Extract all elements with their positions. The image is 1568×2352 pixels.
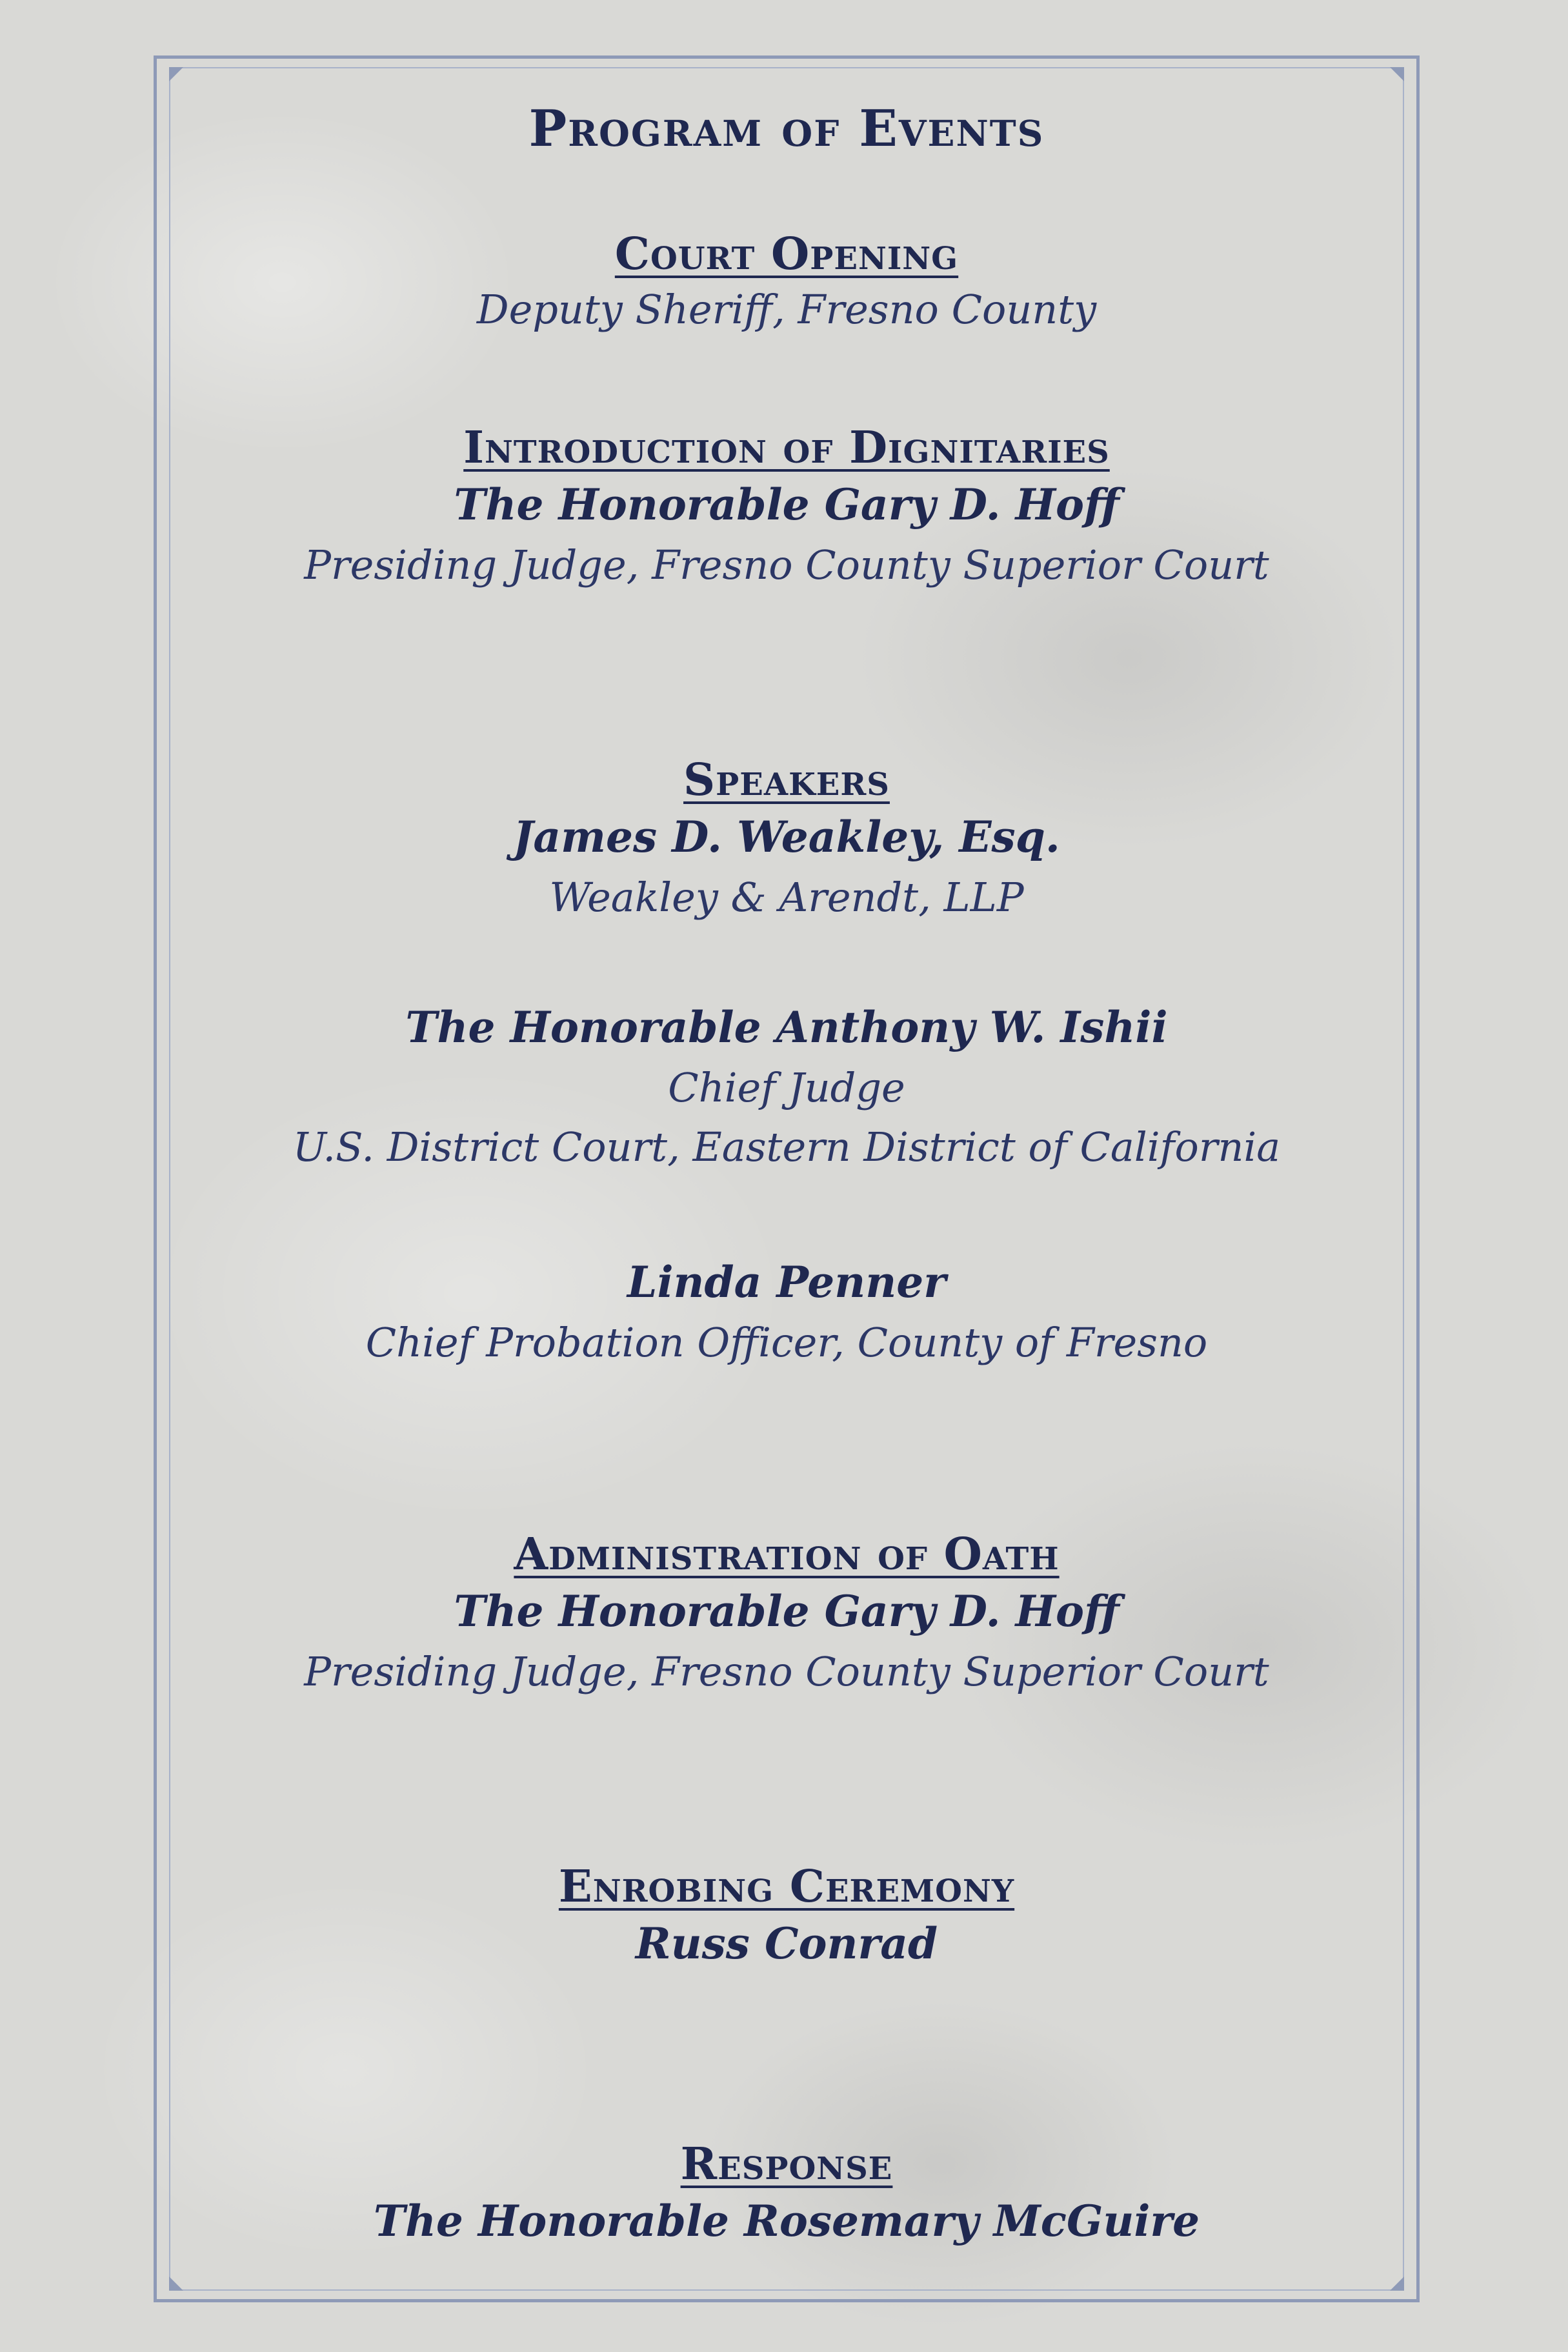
person-name: The Honorable Gary D. Hoff bbox=[454, 1586, 1120, 1636]
speaker-penner bbox=[169, 1251, 1404, 1372]
section-heading: Response bbox=[680, 2138, 893, 2190]
person-name: The Honorable Gary D. Hoff bbox=[454, 479, 1120, 530]
section-oath bbox=[169, 1529, 1404, 1702]
speaker-role: Chief Judge bbox=[668, 1064, 905, 1111]
section-heading: Court Opening bbox=[614, 228, 959, 280]
page-title: Program of Events bbox=[528, 99, 1045, 158]
section-heading: Introduction of Dignitaries bbox=[463, 422, 1110, 474]
role-text: Presiding Judge, Fresno County Superior Court bbox=[304, 541, 1269, 588]
section-heading: Speakers bbox=[683, 754, 890, 806]
speaker-name: Linda Penner bbox=[627, 1257, 946, 1307]
speaker-name: The Honorable Anthony W. Ishii bbox=[405, 1002, 1168, 1052]
section-introduction bbox=[169, 422, 1404, 595]
section-response bbox=[169, 2138, 1404, 2252]
section-heading: Administration of Oath bbox=[514, 1529, 1060, 1580]
person-name: The Honorable Rosemary McGuire bbox=[373, 2196, 1200, 2246]
speaker-role-court: U.S. District Court, Eastern District of California bbox=[292, 1123, 1281, 1171]
speaker-role: Chief Probation Officer, County of Fresno bbox=[365, 1319, 1208, 1366]
section-speakers bbox=[169, 754, 1404, 927]
speaker-name: James D. Weakley, Esq. bbox=[513, 812, 1060, 862]
section-enrobing bbox=[169, 1861, 1404, 1975]
speaker-ishii bbox=[169, 996, 1404, 1177]
role-text: Presiding Judge, Fresno County Superior Court bbox=[304, 1648, 1269, 1695]
program-page bbox=[169, 67, 1404, 2291]
section-court-opening bbox=[169, 228, 1404, 339]
role-text: Deputy Sheriff, Fresno County bbox=[476, 286, 1097, 333]
section-heading: Enrobing Ceremony bbox=[558, 1861, 1015, 1913]
speaker-role: Weakley & Arendt, LLP bbox=[549, 874, 1024, 921]
person-name: Russ Conrad bbox=[635, 1918, 938, 1969]
